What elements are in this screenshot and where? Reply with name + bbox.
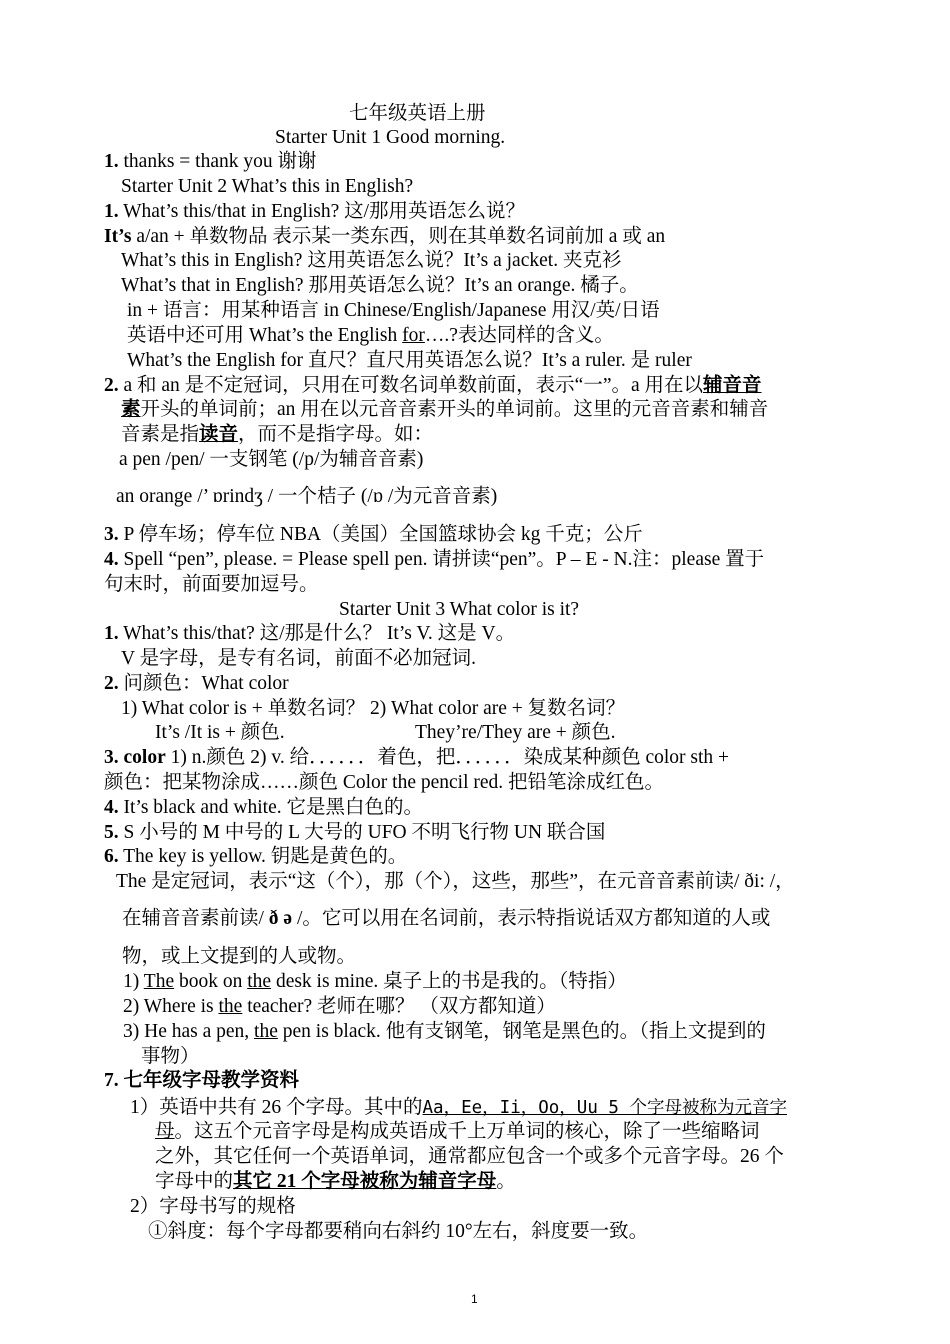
emphasis: 读音 [199,424,239,445]
text-part: 1) [123,971,144,992]
item-number: 2. [104,673,119,694]
unit2-orange-example: an orange /’ ɒrindʒ / 一个桔子 (/ɒ /为元音音素) [116,486,498,507]
item-text: 音素是指 [121,424,200,445]
section-7-point-1-line2 [155,1120,760,1144]
its-label: It’s [104,226,132,247]
unit2-english-for [127,324,614,348]
emphasis: 辅音音 [703,375,762,396]
item-text: 问颜色：What color [118,673,289,694]
underlined-the: the [218,996,243,1017]
item-text: It’s black and white. 它是黑白色的。 [118,797,423,818]
unit2-item-4-line1 [104,548,764,572]
unit2-example-2: What’s that in English? 那用英语怎么说？It’s an orange. 橘子。 [121,275,639,296]
unit2-example-1: What’s this in English? 这用英语怎么说？It’s a jacket. 夹克衫 [121,250,622,271]
item-text: What’s this/that in English? 这/那用英语怎么说？ [118,201,526,222]
unit2-item-4-line2: 句末时，前面要加逗号。 [104,574,319,595]
vowel-letters: Aa，Ee，Ii，Oo，Uu 5 个字母被称为元音字 [422,1098,787,1118]
text-part: /。它可以用在名词前，表示特指说话双方都知道的人或 [292,908,771,929]
item-number: 1. [104,151,119,172]
unit2-its-rule [104,225,665,249]
item-text: thanks = thank you 谢谢 [118,151,317,172]
item-text: 1) n.颜色 2) v. 给．．．．．．着色，把．．．．．．染成某种颜色 color sth + [165,747,730,768]
unit3-item-3-line2: 颜色：把某物涂成……颜色 Color the pencil red. 把铅笔涂成红色。 [104,772,665,793]
the-example-3-cont: 事物） [141,1046,200,1067]
unit2-item-3 [104,523,643,547]
the-example-2 [123,995,556,1019]
text-part: 字母中的 [155,1171,234,1192]
text-part: teacher? 老师在哪？ （双方都知道） [242,996,556,1017]
underlined-the: the [254,1021,278,1042]
the-example-3 [123,1020,766,1044]
unit3-heading: Starter Unit 3 What color is it? [339,599,580,620]
unit3-item-2 [104,672,289,696]
text-part: 3) He has a pen, [123,1021,255,1042]
unit2-in-language: in + 语言：用某种语言 in Chinese/English/Japanese 用汉/英/日语 [127,300,660,321]
item-number: 5. [104,822,119,843]
text-part: 英语中还可用 What’s the English [127,325,403,346]
item-number: 1. [104,201,119,222]
text-part: ….?表达同样的含义。 [424,325,614,346]
text-part: pen is black. 他有支钢笔，钢笔是黑色的。（指上文提到的 [277,1021,766,1042]
phonetic-bold: ð ə [268,908,293,929]
section-7-point-2-slant: ①斜度：每个字母都要稍向右斜约 10°左右，斜度要一致。 [148,1221,649,1242]
item-number: 3. [104,524,119,545]
the-article-line3: 物，或上文提到的人或物。 [122,946,357,967]
item-number: 6. [104,846,119,867]
section-7-point-2: 2）字母书写的规格 [130,1196,296,1217]
the-article-line2 [122,907,770,931]
unit3-item-1-note: V 是字母，是专有名词，前面不必加冠词. [121,648,476,669]
unit3-item-2-answer-1: It’s /It is + 颜色. [155,722,285,743]
item-text: 开头的单词前；an 用在以元音音素开头的单词前。这里的元音音素和辅音 [140,399,769,420]
item-number: 2. [104,375,119,396]
unit2-ruler-example: What’s the English for 直尺？直尺用英语怎么说？It’s a ruler. 是 ruler [127,350,692,371]
text-part: book on [174,971,248,992]
page-title: 七年级英语上册 [349,103,486,124]
unit3-item-4 [104,796,423,820]
section-7-heading [104,1069,299,1093]
item-number: 7. [104,1070,119,1091]
page-number: 1 [471,1292,478,1306]
the-example-1 [123,970,627,994]
unit2-heading: Starter Unit 2 What’s this in English? [121,176,414,197]
text-part: 。 [496,1171,516,1192]
unit3-item-2-questions: 1) What color is + 单数名词？ 2) What color are + 复数名词？ [121,698,626,719]
item-text: Spell “pen”, please. = Please spell pen. 请拼读“pen”。P – E - N.注：please 置于 [118,549,765,570]
unit2-item-1 [104,200,525,224]
item-text: The key is yellow. 钥匙是黄色的。 [118,846,408,867]
item-text: What’s this/that? 这/那是什么？ It’s V. 这是 V。 [118,623,516,644]
section-7-point-1-line1 [130,1096,787,1120]
emphasis: 素 [121,399,141,420]
consonant-letters: 其它 21 个字母被称为辅音字母 [233,1171,497,1192]
text-part: desk is mine. 桌子上的书是我的。（特指） [271,971,627,992]
unit2-pen-example: a pen /pen/ 一支钢笔 (/p/为辅音音素) [119,449,424,470]
underlined-for: for [402,325,425,346]
unit1-item-1 [104,150,316,174]
item-text: P 停车场；停车位 NBA（美国）全国篮球协会 kg 千克；公斤 [118,524,643,545]
unit2-item-2-line2 [121,398,768,422]
unit3-item-5 [104,821,605,845]
underlined-text: 母 [155,1121,175,1142]
text-part: 。这五个元音字母是构成英语成千上万单词的核心，除了一些缩略词 [174,1121,760,1142]
section-7-point-1-line4 [155,1170,516,1194]
unit3-item-2-answer-2: They’re/They are + 颜色. [415,722,616,743]
unit3-item-3-line1 [104,746,729,770]
unit3-item-1 [104,622,515,646]
unit2-item-2-line3 [121,423,433,447]
item-number: 4. [104,549,119,570]
the-article-line1: The 是定冠词，表示“这（个），那（个），这些，那些”，在元音音素前读/ ði: /， [116,871,795,892]
unit3-item-6 [104,845,407,869]
item-text: a 和 an 是不定冠词，只用在可数名词单数前面，表示“一”。a 用在以 [118,375,704,396]
underlined-the: the [247,971,272,992]
item-number: 3. color [104,747,166,768]
text-part: 1）英语中共有 26 个字母。其中的 [130,1097,423,1118]
rule-text: a/an + 单数物品 表示某一类东西，则在其单数名词前加 a 或 an [131,226,666,247]
underlined-the: The [143,971,175,992]
item-number: 4. [104,797,119,818]
text-part: 2) Where is [123,996,219,1017]
unit2-item-2-line1 [104,374,762,398]
unit1-heading: Starter Unit 1 Good morning. [275,127,506,148]
item-text: S 小号的 M 中号的 L 大号的 UFO 不明飞行物 UN 联合国 [118,822,606,843]
item-text: ，而不是指字母。如： [238,424,434,445]
section-title: 七年级字母教学资料 [118,1070,300,1091]
text-part: 在辅音音素前读/ [122,908,269,929]
section-7-point-1-line3: 之外，其它任何一个英语单词，通常都应包含一个或多个元音字母。26 个 [155,1146,784,1167]
item-number: 1. [104,623,119,644]
